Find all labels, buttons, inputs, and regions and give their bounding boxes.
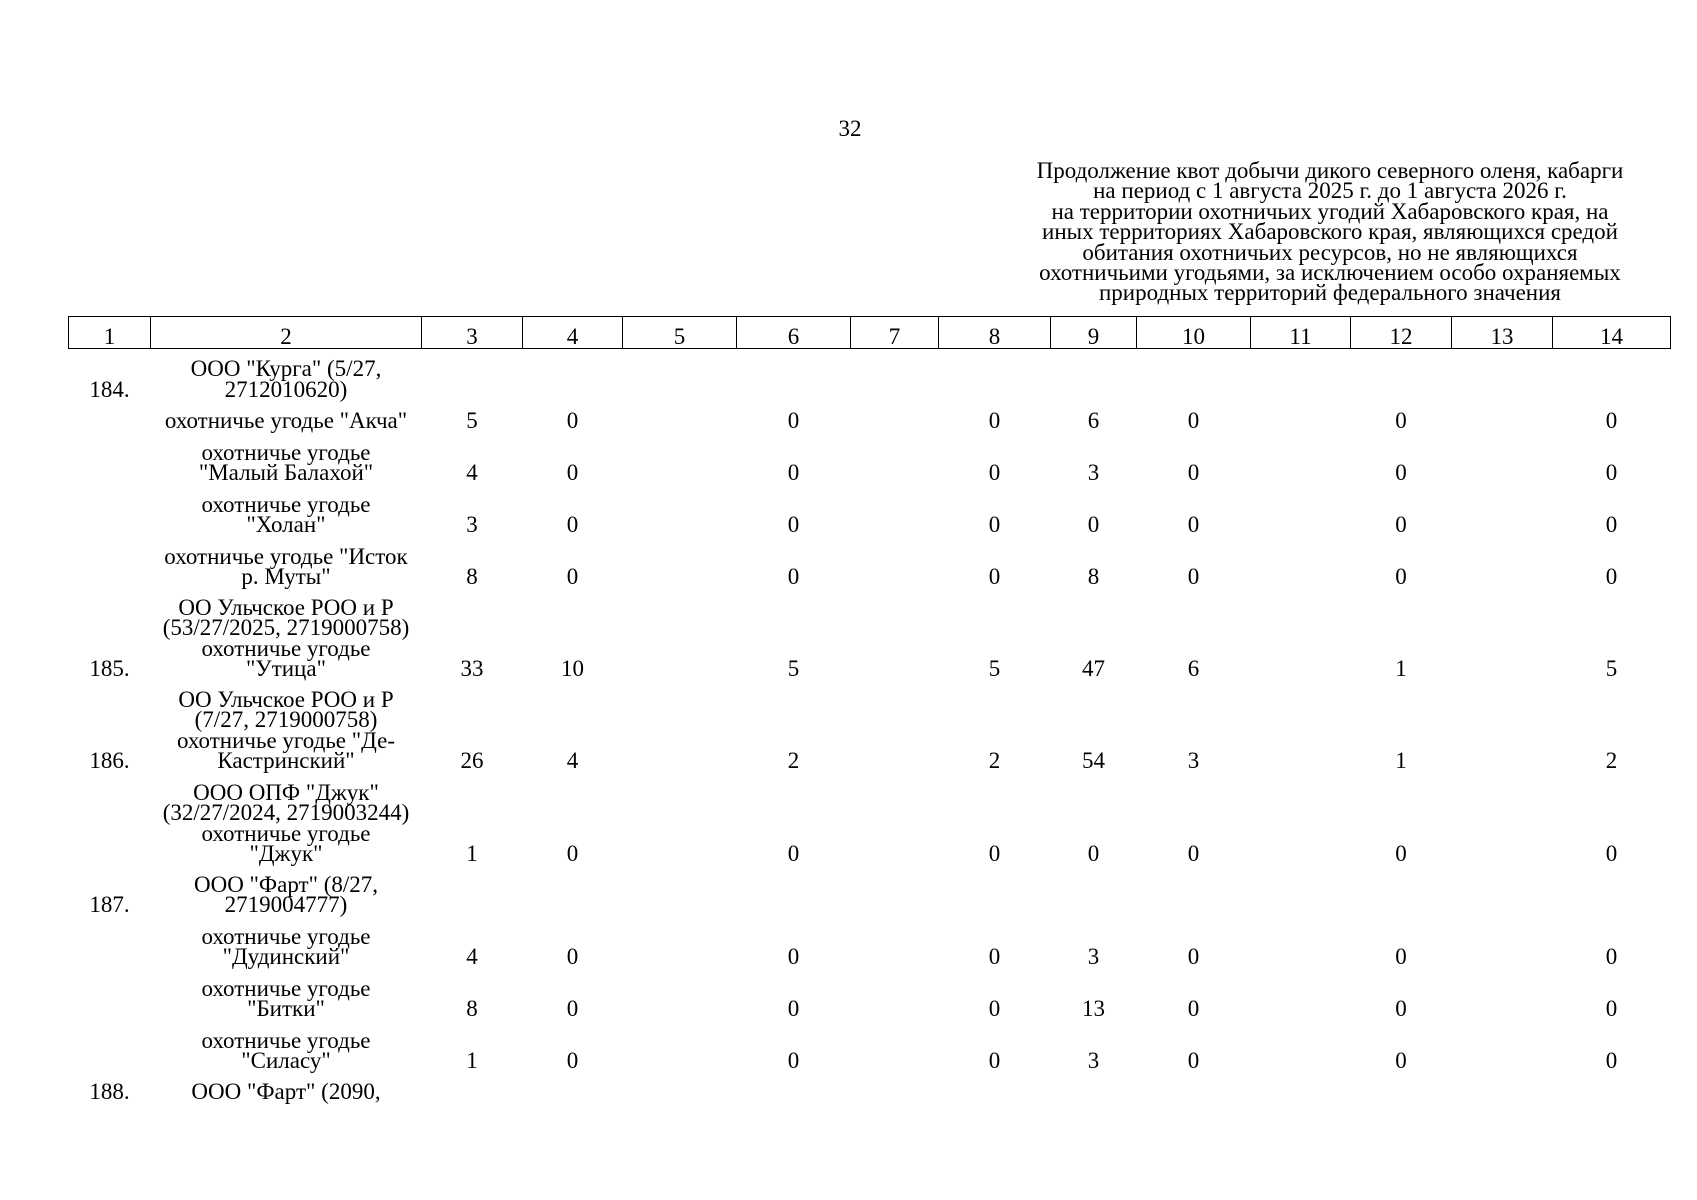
row-name-line: "Холан" [246,512,326,537]
row-value [1452,1072,1553,1103]
row-value [1351,865,1452,916]
row-name-line: Кастринский" [217,748,355,773]
row-value [851,680,939,772]
row-value: 0 [988,996,1001,1021]
row-value [1452,865,1553,916]
caption-line: охотничьими угодьями, за исключением особо охраняемых [1039,260,1621,286]
row-value: 0 [566,460,579,485]
row-value [1251,772,1351,865]
row-name-line: охотничье угодье [201,923,371,949]
row-value: 1 [466,1048,478,1073]
row-value [737,1072,851,1103]
row-value: 0 [566,1048,579,1073]
row-number [69,1020,151,1072]
row-value [1553,349,1671,401]
row-value [851,916,939,968]
column-header: 3 [422,317,523,349]
table-row [69,916,1671,968]
row-value: 2 [787,748,800,773]
row-number: 188. [89,1078,130,1104]
row-value [1452,916,1553,968]
row-value [523,865,623,916]
row-name-line: охотничье угодье [201,1027,371,1053]
caption-line: природных территорий федерального значения [1098,280,1562,306]
row-value [939,865,1051,916]
row-value [851,968,939,1020]
row-value [851,484,939,536]
row-name-line: ОО Ульчское РОО и Р [178,594,394,620]
row-value [1251,1020,1351,1072]
column-header: 9 [1051,317,1137,349]
column-header: 5 [623,317,737,349]
row-value [623,772,737,865]
row-value: 6 [1187,656,1200,681]
row-name-line: 2712010620) [224,376,348,402]
row-value: 0 [1087,841,1100,866]
row-value: 0 [988,460,1001,485]
row-value: 5 [466,408,478,433]
row-name [151,1072,422,1103]
row-value: 8 [466,564,478,589]
row-value: 0 [1187,944,1200,969]
row-name-line: ООО "Фарт" (2090, [191,1078,381,1104]
row-value: 0 [1395,1048,1407,1073]
row-value: 0 [988,408,1001,433]
row-value [1452,588,1553,680]
row-value: 0 [988,944,1001,969]
row-value [623,400,737,432]
row-name-line: охотничье угодье "Де- [176,727,395,753]
row-value [851,349,939,401]
row-name [151,484,422,536]
table-row [69,865,1671,916]
row-name [151,916,422,968]
table-row [69,432,1671,484]
row-name-line: охотничье угодье [201,635,371,661]
row-name-line: (32/27/2024, 2719003244) [162,800,410,825]
row-name-line: (7/27, 2719000758) [194,707,378,732]
row-value: 0 [1605,996,1618,1021]
row-value [1137,349,1251,401]
row-value: 54 [1082,748,1105,773]
row-name-line: "Битки" [247,996,325,1021]
row-name [151,865,422,916]
row-number: 186. [89,748,130,773]
row-value: 3 [1087,1048,1100,1073]
row-value: 0 [787,1048,800,1073]
row-value [422,349,523,401]
row-value: 0 [1187,996,1200,1021]
row-value [623,1072,737,1103]
row-value [851,865,939,916]
row-value: 3 [1187,748,1200,773]
row-value: 26 [460,748,484,773]
row-value: 0 [1187,841,1200,866]
row-number [69,772,151,865]
row-value: 0 [1187,1048,1200,1073]
caption-line: обитания охотничьих ресурсов, но не являющихся [1082,239,1578,265]
row-value [851,588,939,680]
row-value: 13 [1082,996,1105,1021]
row-value [737,865,851,916]
row-name-line: охотничье угодье [201,820,371,846]
row-value [1452,536,1553,588]
row-value: 8 [466,996,478,1021]
table-row [69,588,1671,680]
row-value [1452,680,1553,772]
row-value: 0 [566,944,579,969]
row-name [151,588,422,680]
row-value: 0 [1395,944,1407,969]
row-value [523,349,623,401]
row-value: 3 [1087,460,1100,485]
row-number [69,484,151,536]
row-value: 3 [466,512,478,537]
row-value: 0 [787,408,800,433]
row-value [737,349,851,401]
column-header: 2 [151,317,422,349]
row-value [1251,349,1351,401]
row-value [422,1072,523,1103]
row-value: 6 [1087,408,1100,433]
table-row [69,400,1671,432]
row-value [1351,349,1452,401]
row-name-line: ООО "Курга" (5/27, [190,356,382,381]
row-name-line: "Утица" [246,656,326,681]
row-number [69,916,151,968]
row-value [1051,1072,1137,1103]
table-row [69,349,1671,401]
row-value [1452,432,1553,484]
row-value: 3 [1087,944,1100,969]
row-number [69,536,151,588]
row-value: 0 [1187,512,1200,537]
row-value: 0 [787,460,800,485]
row-value: 0 [566,564,579,589]
row-value: 0 [1395,460,1407,485]
row-value: 0 [988,1048,1001,1073]
row-value: 0 [1187,460,1200,485]
column-header: 13 [1452,317,1553,349]
row-name-line: охотничье угодье [201,975,371,1001]
row-value: 0 [1395,512,1407,537]
row-value [1251,1072,1351,1103]
row-value: 0 [787,996,800,1021]
table-row [69,484,1671,536]
row-value [851,772,939,865]
row-value: 0 [1187,564,1200,589]
row-value: 0 [787,564,800,589]
table-row [69,680,1671,772]
column-header: 11 [1251,317,1351,349]
row-value [623,1020,737,1072]
row-name-line: 2719004777) [224,892,348,917]
row-value [623,865,737,916]
column-header: 14 [1553,317,1671,349]
row-value [851,536,939,588]
row-value [623,680,737,772]
row-value [1251,400,1351,432]
row-value: 0 [1087,512,1100,537]
row-name-line: "Джук" [249,841,323,866]
row-value [1452,484,1553,536]
row-value [1351,1072,1452,1103]
row-value: 2 [1605,748,1618,773]
row-value [623,349,737,401]
row-name [151,1020,422,1072]
row-value: 0 [1395,408,1407,433]
row-value: 4 [466,944,478,969]
row-value [851,1020,939,1072]
column-header: 1 [69,317,151,349]
row-value: 0 [1605,460,1618,485]
row-value: 0 [1187,408,1200,433]
row-number [69,400,151,432]
row-name-line: охотничье угодье [201,439,371,465]
row-value: 47 [1082,656,1105,681]
row-value: 1 [1395,656,1407,681]
row-value [851,400,939,432]
column-header: 6 [737,317,851,349]
row-name-line: "Дудинский" [222,944,350,969]
row-number [69,968,151,1020]
caption-line: на период с 1 августа 2025 г. до 1 августа 2026 г. [1093,178,1567,204]
column-header: 8 [939,317,1051,349]
row-value: 0 [787,512,800,537]
row-value [1452,349,1553,401]
row-value: 0 [787,841,800,866]
table-row [69,536,1671,588]
row-value: 0 [1395,564,1407,589]
column-number-row [69,317,1671,349]
row-value [1553,1072,1671,1103]
column-header: 7 [851,317,939,349]
row-name [151,400,422,432]
row-value [851,1072,939,1103]
row-name-line: ООО "Фарт" (8/27, [193,871,379,897]
row-value: 8 [1087,564,1100,589]
row-value [623,432,737,484]
row-value [1452,1020,1553,1072]
row-value: 1 [466,841,478,866]
row-value [1452,772,1553,865]
row-name-line: "Силасу" [241,1048,331,1073]
row-name-line: "Малый Балахой" [198,460,374,485]
row-value: 33 [460,656,484,681]
row-name-line: охотничье угодье "Исток [164,543,408,569]
row-value [1251,916,1351,968]
row-value [623,536,737,588]
row-value [1553,865,1671,916]
page-number: 32 [838,116,862,141]
row-value: 0 [1395,841,1407,866]
row-value [851,432,939,484]
row-value: 10 [561,656,584,681]
row-value: 5 [787,656,800,681]
row-value: 0 [1605,408,1618,433]
row-value: 0 [988,841,1001,866]
row-name-line: ООО ОПФ "Джук" [193,779,379,805]
row-name [151,349,422,401]
row-value [1251,865,1351,916]
row-value: 5 [1605,656,1618,681]
row-value: 0 [1605,944,1618,969]
column-header: 12 [1351,317,1452,349]
column-header: 4 [523,317,623,349]
row-value: 5 [988,656,1001,681]
row-value [1137,865,1251,916]
row-name-line: охотничье угодье [201,491,371,517]
row-value: 4 [566,748,579,773]
row-value [1251,680,1351,772]
row-name [151,432,422,484]
row-value: 0 [1605,564,1618,589]
row-value: 0 [1395,996,1407,1021]
row-value: 0 [988,564,1001,589]
row-value: 0 [566,512,579,537]
row-value: 0 [566,841,579,866]
row-value [1452,400,1553,432]
row-value [1251,536,1351,588]
row-number: 184. [89,376,130,402]
table-row [69,772,1671,865]
row-value [939,1072,1051,1103]
row-value [1051,865,1137,916]
row-value [623,588,737,680]
row-name [151,680,422,772]
row-value: 0 [1605,1048,1618,1073]
caption-line: Продолжение квот добычи дикого северного оленя, кабарги [1036,158,1624,183]
row-value: 0 [566,996,579,1021]
row-value [623,916,737,968]
row-name-line: (53/27/2025, 2719000758) [162,615,410,640]
row-value [523,1072,623,1103]
row-value [1251,432,1351,484]
table-caption [1000,158,1660,306]
table-row [69,968,1671,1020]
row-value: 0 [566,408,579,433]
table-row [69,1020,1671,1072]
row-value [939,349,1051,401]
row-value: 0 [787,944,800,969]
row-value [422,865,523,916]
row-value: 4 [466,460,478,485]
row-value [623,968,737,1020]
row-value: 0 [1605,512,1618,537]
row-name [151,968,422,1020]
row-value: 2 [988,748,1001,773]
row-value [1051,349,1137,401]
row-name [151,536,422,588]
row-name-line: ОО Ульчское РОО и Р [178,686,394,712]
caption-line: на территории охотничьих угодий Хабаровского края, на [1051,198,1609,224]
quota-table [68,316,1671,1102]
column-header: 10 [1137,317,1251,349]
row-value [1251,484,1351,536]
row-value [1452,968,1553,1020]
caption-line: иных территориях Хабаровского края, являющихся средой [1042,219,1618,245]
row-value [1137,1072,1251,1103]
row-name-line: охотничье угодье "Акча" [164,408,408,433]
row-number [69,432,151,484]
row-number: 185. [89,656,130,681]
row-value: 0 [988,512,1001,537]
row-number: 187. [89,892,130,917]
table-row [69,1072,1671,1103]
row-value [623,484,737,536]
row-name [151,772,422,865]
row-value: 1 [1395,748,1407,773]
row-value [1251,968,1351,1020]
row-name-line: р. Муты" [241,564,331,589]
row-value [1251,588,1351,680]
row-value: 0 [1605,841,1618,866]
